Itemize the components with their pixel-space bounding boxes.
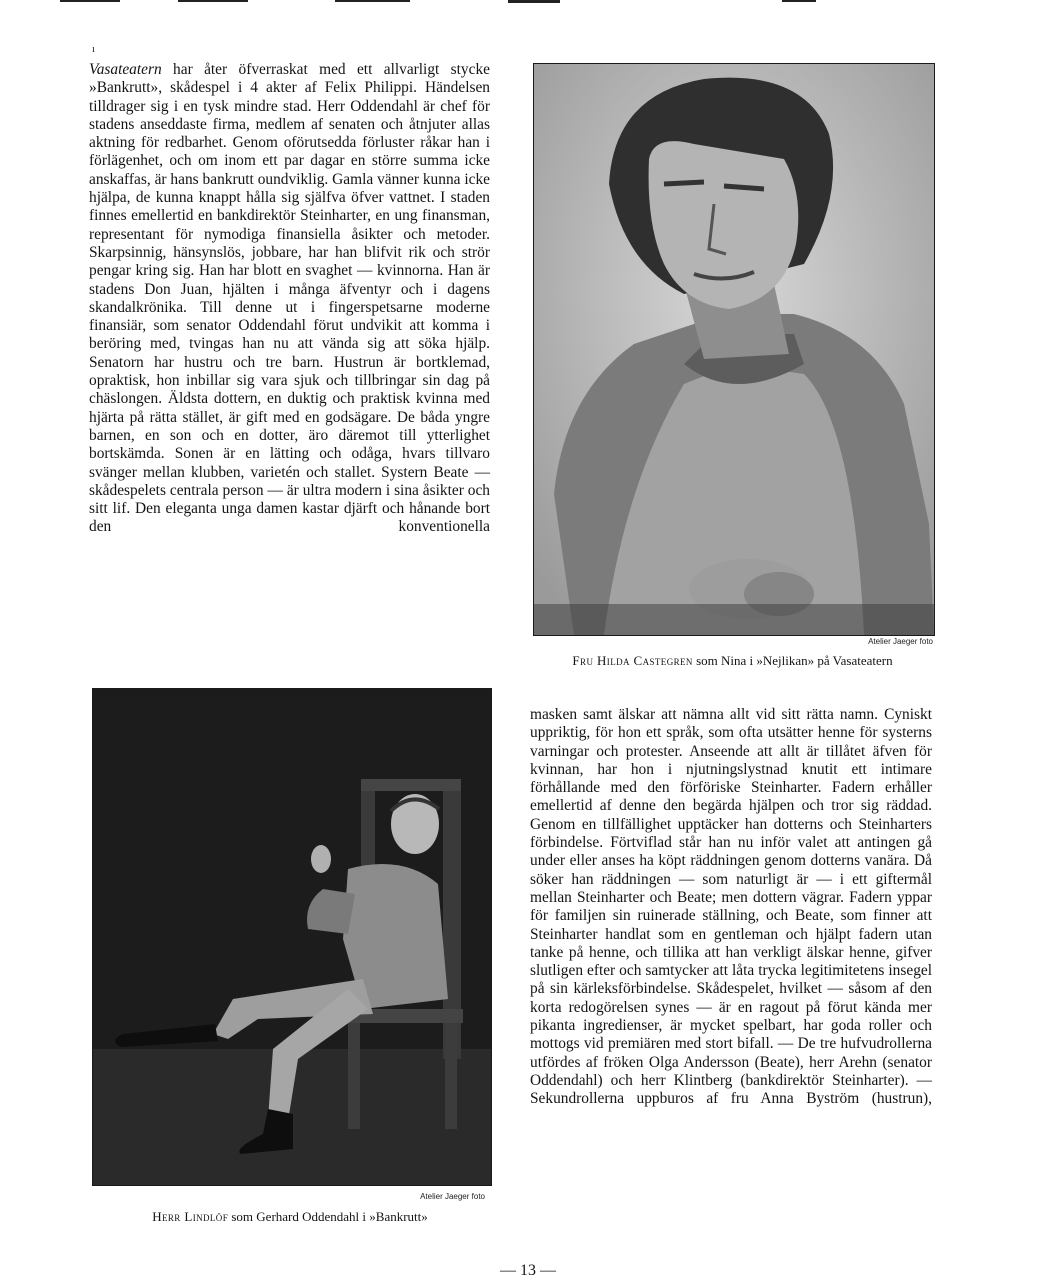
page-number: — 13 — (500, 1262, 556, 1279)
caption-bottom (80, 1209, 500, 1225)
article-column-1-body: har åter öfverraskat med ett allvarligt stycke »Bankrutt», skådespel i 4 akter af Felix Philippi. Händelsen tilldrager sig i en tysk mindre stad. Herr Oddendahl är chef för stadens anseddaste firma, medlem af senaten och åtnjuter allas aktning för redbarhet. Genom oförutsedda förluster råkar han i förlägenhet, och om inom ett par dagar en större summa icke anskaffas, är hans bankrutt oundviklig. Gamla vänner kunna icke hjälpa, de kunna knappt hålla sig själfva öfver vattnet. I staden finnes emellertid en bankdirektör Steinharter, en ung finansman, representant för nymodiga finansiella åsikter och metoder. Skarpsinnig, hänsynslös, jobbare, har han blifvit rik och strör pengar kring sig. Han har blott en svaghet — kvinnorna. Han är stadens Don Juan, hjälten i många äfventyr och i dagens skandalkrönika. Till denne ut i fingerspetsarne moderne finansiär, som senator Oddendahl förut undvikit att komma i beröring med, tvingas han nu att vända sig att söka hjälp. Senatorn har hustru och tre barn. Hustrun är bortklemad, opraktisk, hon inbillar sig vara sjuk och tillbringar sin dag på chäslongen. Äldsta dottern, en duktig och praktisk kvinna med hjärta på rätta stället, är gift med en godsägare. De båda yngre barnen, en son och en dotter, äro däremot till ytterlighet bortskämda. Sonen är en lätting och odåga, hvars tillvaro svänger mellan klubben, varietén och stallet. Systern Beate — skådespelets centrala person — är ultra modern i sina åsikter och sitt lif. Den eleganta unga damen kastar djärft och hånande bort den konventionella (89, 61, 490, 536)
top-rule (178, 0, 248, 2)
photo-credit-top: Atelier Jaeger foto (868, 637, 933, 646)
photo-credit-bottom: Atelier Jaeger foto (420, 1192, 485, 1201)
photo-lindlof (92, 688, 492, 1186)
top-rule (60, 0, 120, 2)
caption-bottom-name: Herr Lindlöf (152, 1209, 229, 1224)
caption-top (510, 653, 955, 669)
margin-mark: ı (92, 44, 95, 55)
top-rule (335, 0, 410, 2)
caption-top-name: Fru Hilda Castegren (572, 653, 693, 668)
caption-top-rest: som Nina i »Nejlikan» på Vasateatern (696, 653, 893, 668)
top-rule (782, 0, 816, 2)
photo-hilda-castegren (533, 63, 935, 636)
portrait-man-seated-image (93, 689, 491, 1185)
portrait-woman-image (534, 64, 934, 635)
article-lead-word: Vasateatern (89, 61, 162, 78)
caption-bottom-rest: som Gerhard Oddendahl i »Bankrutt» (231, 1209, 428, 1224)
top-rule (508, 0, 560, 3)
article-column-2: masken samt älskar att nämna allt vid sitt rätta namn. Cyniskt uppriktig, för hon ett språk, som ofta utsätter henne för systerns varningar och protester. Anseende att allt är tillåtet äfven för kvinnan, har hon i njutningslystnad knutit ett intimare förhållande med den förföriske Steinharter. Fadern erhåller emellertid af denne den begärda hjälpen och tror sig räddad. Genom en tillfällighet upptäcker han dotterns och Steinharters förbindelse. Förtviflad står han nu inför valet att antingen gå under eller anses ha köpt räddningen genom dotterns vanära. Då söker han räddningen — som naturligt är — i ett giftermål mellan Steinharter och Beate; men dottern vägrar. Fadern yppar för familjen sin ruinerade ställning, och Beate, som finner att Steinharter handlat som en gentleman och hjälpt fadern utan tanke på henne, och tillika att han verkligt älskar henne, gifver slutligen efter och samtycker att låta trycka legitimitetens insegel på sin kärleksförbindelse. Skådespelet, hvilket — såsom af den korta redogörelsen synes — är en ragout på förut kända mer pikanta ingredienser, är mycket spelbart, har goda roller och mottogs vid premiären med stort bifall. — De tre hufvudrollerna utfördes af fröken Olga Andersson (Beate), herr Arehn (senator Oddendahl) och herr Klintberg (bankdirektör Steinharter). — Sekundrollerna uppburos af fru Anna Byström (hustrun), (530, 706, 932, 1108)
article-column-1 (89, 61, 490, 537)
